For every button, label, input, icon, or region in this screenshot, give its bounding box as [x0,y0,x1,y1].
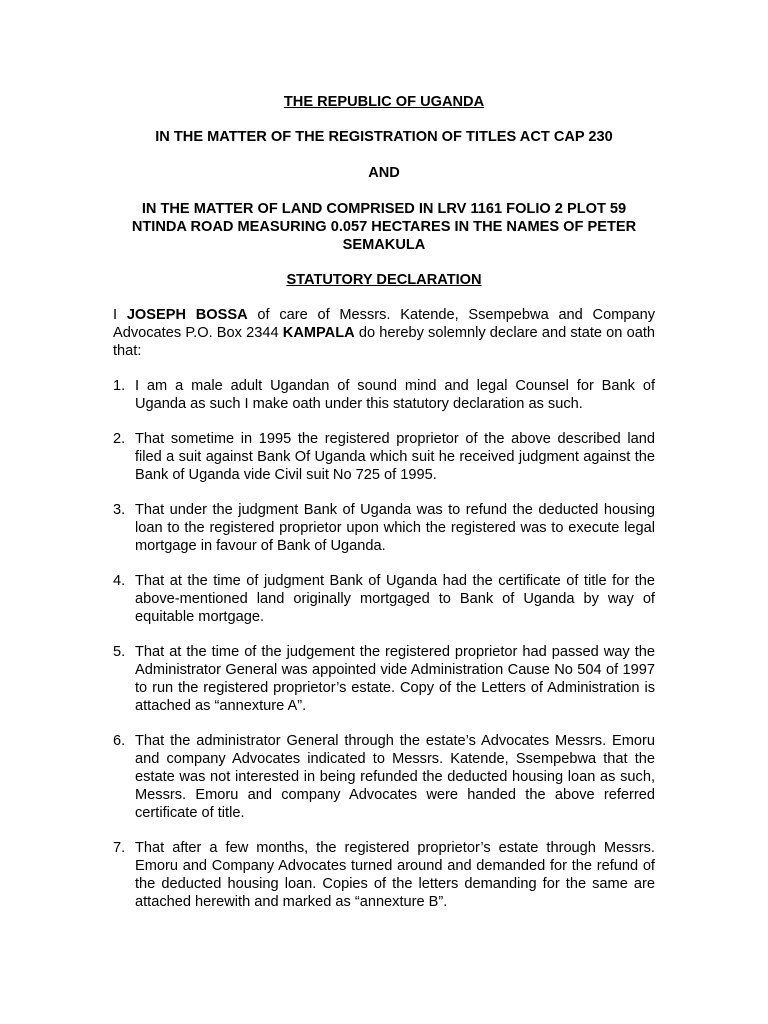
declaration-item [113,430,655,484]
declaration-item [113,839,655,911]
item-number: 6. [113,733,126,749]
item-text: That at the time of the judgement the registered proprietor had passed way the Administrator General was appointed vide Administration Cause No 504 of 1997 to run the registered proprietor’s estate. Copy of the Letters of Administration is attached as “annexture A”. [135,644,655,714]
item-number: 2. [113,431,126,447]
heading-matter-land [113,200,655,254]
declaration-item [113,572,655,626]
item-text: That the administrator General through the estate’s Advocates Messrs. Emoru and company Advocates indicated to Messrs. Katende, Ssempebwa that the estate was not interested in being refunded the deducted housing loan as such, Messrs. Emoru and company Advocates were handed the above referred certificate of title. [135,733,655,821]
declaration-item [113,732,655,822]
declaration-item [113,501,655,555]
declaration-items [113,377,655,911]
item-text: That under the judgment Bank of Uganda was to refund the deducted housing loan to the registered proprietor upon which the registered was to execute legal mortgage in favour of Bank of Uganda. [135,502,655,554]
intro-pre-name: I [113,307,127,323]
declaration-item [113,643,655,715]
item-number: 5. [113,644,126,660]
declarant-city: KAMPALA [282,325,355,341]
heading-matter-land-line3: SEMAKULA [342,237,426,253]
item-text: That after a few months, the registered proprietor’s estate through Messrs. Emoru and Company Advocates turned around and demanded for the refund of the deducted housing loan. Copies of the letters demanding for the same are attached herewith and marked as “annexture B”. [135,840,655,910]
intro-post: do hereby solemnly declare and state on oath that: [113,325,655,359]
heading-matter-land-line2: NTINDA ROAD MEASURING 0.057 HECTARES IN THE NAMES OF PETER [131,219,637,235]
item-text: I am a male adult Ugandan of sound mind and legal Counsel for Bank of Uganda as such I make oath under this statutory declaration as such. [135,378,655,412]
document-page [113,93,655,928]
declaration-item [113,377,655,413]
item-number: 3. [113,502,126,518]
item-text: That sometime in 1995 the registered proprietor of the above described land filed a suit against Bank Of Uganda which suit he received judgment against the Bank of Uganda vide Civil suit No 725 of 1995. [135,431,655,483]
heading-republic: THE REPUBLIC OF UGANDA [283,94,485,110]
heading-matter-act: IN THE MATTER OF THE REGISTRATION OF TITLES ACT CAP 230 [155,129,613,145]
heading-statutory-declaration: STATUTORY DECLARATION [286,272,482,288]
intro-mid: of care of Messrs. Katende, Ssempebwa and Company Advocates P.O. Box 2344 [113,307,655,341]
heading-matter-land-line1: IN THE MATTER OF LAND COMPRISED IN LRV 1161 FOLIO 2 PLOT 59 [141,201,627,217]
heading-and: AND [368,165,400,181]
item-number: 7. [113,840,126,856]
declarant-name: JOSEPH BOSSA [126,307,248,323]
item-text: That at the time of judgment Bank of Uganda had the certificate of title for the above-mentioned land originally mortgaged to Bank of Uganda by way of equitable mortgage. [135,573,655,625]
intro-paragraph [113,306,655,360]
item-number: 1. [113,378,126,394]
item-number: 4. [113,573,126,589]
